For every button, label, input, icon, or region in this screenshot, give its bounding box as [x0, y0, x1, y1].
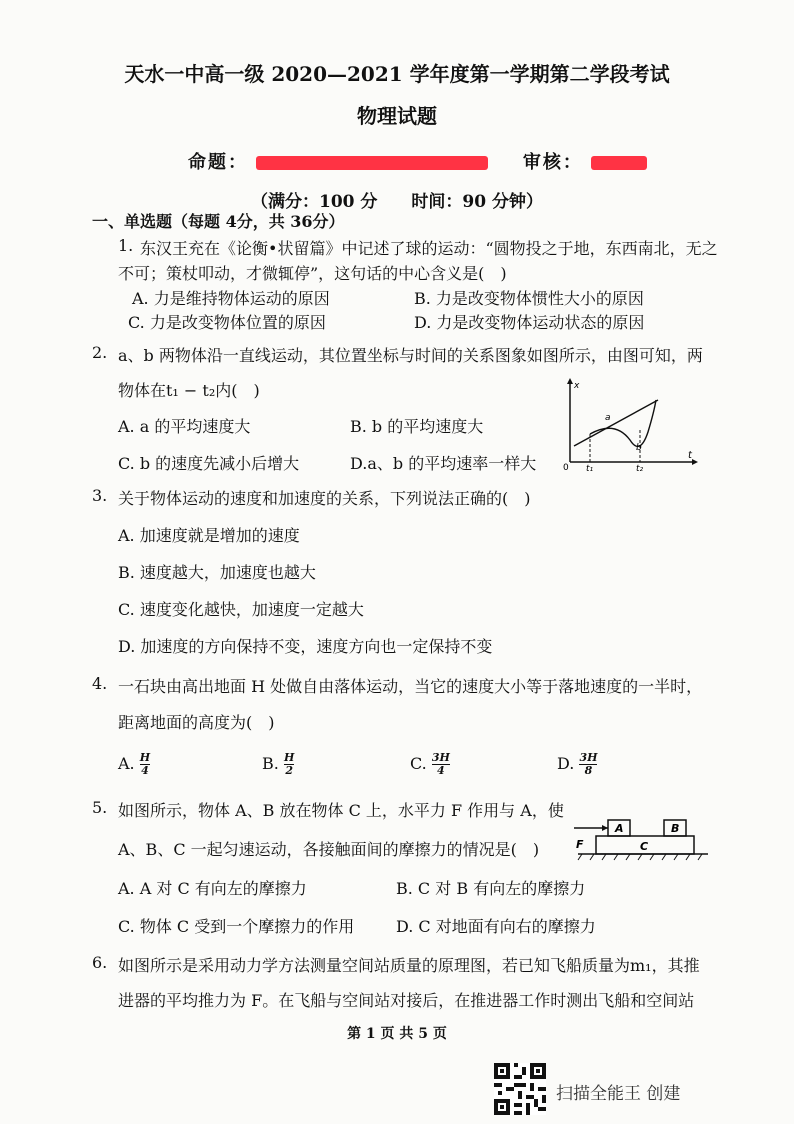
option-b: B. C 对 B 有向左的摩擦力 [396, 879, 586, 898]
question-text: 距离地面的高度为( ) [118, 713, 275, 732]
numerator: 3H [431, 751, 450, 764]
block-a-label: A [615, 822, 624, 835]
denominator: 2 [285, 764, 293, 777]
option-b: B. 力是改变物体惯性大小的原因 [414, 289, 644, 308]
option-c [410, 752, 450, 777]
option-a: A. 力是维持物体运动的原因 [132, 289, 330, 308]
numerator: H [139, 751, 151, 764]
ground-hatching [578, 854, 702, 860]
fraction [284, 752, 294, 777]
option-d: D. 力是改变物体运动状态的原因 [414, 313, 645, 332]
exam-title: 天水一中高一级 2020—2021 学年度第一学期第二学段考试 [124, 62, 670, 86]
numerator: 3H [579, 751, 598, 764]
position-time-graph [560, 376, 700, 472]
question-number: 3. [92, 486, 108, 505]
blocks-diagram [572, 814, 712, 862]
fraction [140, 752, 150, 777]
x-axis-arrow [567, 378, 573, 384]
question-text: 如图所示是采用动力学方法测量空间站质量的原理图，若已知飞船质量为m₁，其推 [118, 956, 700, 975]
option-c: C. b 的速度先减小后增大 [118, 454, 300, 473]
redacted-author-name [256, 156, 488, 170]
scanner-watermark: 扫描全能王 创建 [556, 1084, 681, 1104]
denominator: 8 [584, 764, 593, 777]
t-axis-label: t [688, 450, 692, 461]
fraction [432, 752, 450, 777]
question-number: 4. [92, 674, 108, 693]
x-axis-label: x [574, 381, 580, 391]
denominator: 4 [141, 764, 149, 777]
question-number: 1. [118, 236, 134, 255]
question-number: 5. [92, 798, 108, 817]
t2-label: t₂ [636, 464, 644, 472]
page-number: 第 1 页 共 5 页 [347, 1026, 447, 1042]
numerator: H [283, 751, 295, 764]
option-d: D. 加速度的方向保持不变，速度方向也一定保持不变 [118, 637, 493, 656]
qr-code-icon [494, 1063, 546, 1115]
option-d: D.a、b 的平均速率一样大 [350, 454, 537, 473]
option-d: D. C 对地面有向右的摩擦力 [396, 917, 596, 936]
force-f-label: F [576, 838, 584, 851]
author-label: 命题： [188, 152, 248, 173]
option-b: B. 速度越大，加速度也越大 [118, 563, 316, 582]
question-text: 不可；策杖叩动，才微辄停”，这句话的中心含义是( ) [118, 264, 507, 283]
fraction [579, 752, 597, 777]
t1-label: t₁ [586, 464, 594, 472]
option-c: C. 速度变化越快，加速度一定越大 [118, 600, 364, 619]
option-letter: B. [262, 754, 279, 773]
question-text: 进器的平均推力为 F。在飞船与空间站对接后，在推进器工作时测出飞船和空间站 [118, 991, 695, 1010]
curve-a-label: a [605, 413, 611, 423]
reviewer-label: 审核： [522, 152, 583, 173]
author-line [188, 148, 647, 174]
force-f-arrowhead [602, 825, 608, 831]
block-c-label: C [640, 840, 649, 853]
section-heading: 一、单选题（每题 4分，共 36分） [92, 212, 345, 231]
option-a: A. A 对 C 有向左的摩擦力 [118, 879, 307, 898]
redacted-reviewer-name [591, 156, 647, 170]
question-text: 一石块由高出地面 H 处做自由落体运动，当它的速度大小等于落地速度的一半时， [118, 677, 703, 696]
question-text: 东汉王充在《论衡•状留篇》中记述了球的运动：“圆物投之于地，东西南北，无之 [140, 239, 718, 258]
question-number: 2. [92, 343, 108, 362]
option-d [557, 752, 597, 777]
option-b: B. b 的平均速度大 [350, 417, 484, 436]
option-letter: C. [410, 754, 427, 773]
question-number: 6. [92, 953, 108, 972]
line-b-label: b [636, 443, 642, 453]
t-axis-arrow [692, 459, 698, 465]
question-text: 物体在t₁ − t₂内( ) [118, 381, 260, 400]
question-text: 关于物体运动的速度和加速度的关系，下列说法正确的( ) [118, 489, 531, 508]
denominator: 4 [437, 764, 445, 777]
question-text: A、B、C 一起匀速运动，各接触面间的摩擦力的情况是( ) [118, 840, 540, 859]
question-text: 如图所示，物体 A、B 放在物体 C 上，水平力 F 作用与 A，使 [118, 801, 564, 820]
option-a: A. a 的平均速度大 [118, 417, 251, 436]
block-b-label: B [671, 822, 680, 835]
option-a [118, 752, 150, 777]
score-time-line: （满分：100 分 时间：90 分钟） [251, 192, 543, 212]
option-c: C. 物体 C 受到一个摩擦力的作用 [118, 917, 355, 936]
origin-label: 0 [563, 463, 569, 472]
option-c: C. 力是改变物体位置的原因 [128, 313, 326, 332]
exam-subject: 物理试题 [357, 104, 437, 128]
question-text: a、b 两物体沿一直线运动，其位置坐标与时间的关系图象如图所示，由图可知，两 [118, 346, 703, 365]
option-letter: A. [118, 754, 135, 773]
option-a: A. 加速度就是增加的速度 [118, 526, 300, 545]
option-b [262, 752, 294, 777]
option-letter: D. [557, 754, 575, 773]
